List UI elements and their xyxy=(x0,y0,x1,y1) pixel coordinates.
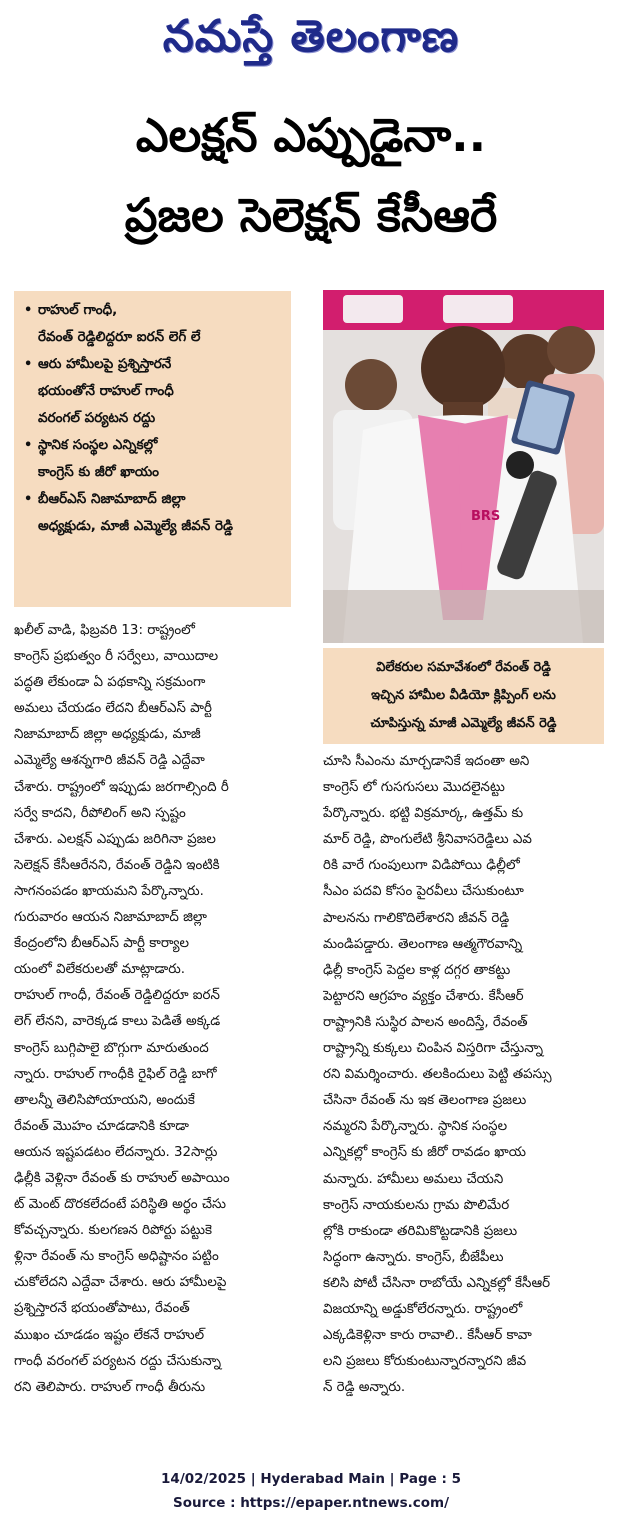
article-line: చుకోలేదని ఎద్దేవా చేశారు. ఆరు హామీలపై xyxy=(14,1275,227,1291)
highlight-line: భయంతోనే రాహుల్ గాంధీ xyxy=(38,383,174,399)
news-photo xyxy=(323,290,604,643)
highlight-item xyxy=(24,297,283,351)
masthead xyxy=(0,4,622,70)
article-column-2 xyxy=(323,749,604,1401)
article-line: విజయాన్ని అడ్డుకోలేరన్నారు. రాష్ట్రంలో xyxy=(323,1301,523,1317)
article-line: సర్వే కాదని, రీపోలింగ్ అని స్పష్టం xyxy=(14,805,186,821)
article-line: చేసినా రేవంత్ ను ఇక తెలంగాణ ప్రజలు xyxy=(323,1093,527,1109)
news-photo-image xyxy=(323,290,604,643)
article-line: కాంగ్రెస్ లో గుసగుసలు మొదలైనట్టు xyxy=(323,780,505,796)
article-line: చేశారు. రాష్ట్రంలో ఇప్పుడు జరగాల్సింది రీ xyxy=(14,779,229,795)
article-line: సీఎం పదవి కోసం పైరవీలు చేసుకుంటూ xyxy=(323,884,524,900)
article-column-1 xyxy=(14,618,307,1401)
article-line: పద్ధతి లేకుండా ఏ పథకాన్ని సక్రమంగా xyxy=(14,675,206,691)
highlight-item xyxy=(24,432,283,486)
article-line: ల్లోకి రాకుండా తరిమికొట్టడానికి ప్రజలు xyxy=(323,1223,518,1239)
article-line: రాహుల్ గాంధీ, రేవంత్ రెడ్డిలిద్దరూ ఐరన్ xyxy=(14,988,220,1004)
article-line: తాలన్నీ తెలిసిపోయాయని, అందుకే xyxy=(14,1092,195,1108)
article-line: పేర్కొన్నారు. భట్టి విక్రమార్క, ఉత్తమ్ కు xyxy=(323,806,524,822)
article-line: ఖలీల్ వాడి, ఫిబ్రవరి 13: రాష్ట్రంలో xyxy=(14,623,195,638)
article-line: ఎక్కడికెళ్లినా కారు రావాలి.. కేసీఆర్ కావా xyxy=(323,1328,532,1344)
highlight-line: కాంగ్రెస్ కు జీరో ఖాయం xyxy=(38,464,160,480)
article-line: రాష్ట్రానికి సుస్థిర పాలన అందిస్తే, రేవంత్ xyxy=(323,1014,528,1030)
masthead-logo-text: నమస్తే తెలంగాణ xyxy=(162,11,460,62)
highlight-item xyxy=(24,351,283,432)
article-line: గురువారం ఆయన నిజామాబాద్ జిల్లా xyxy=(14,910,207,926)
article-line: మార్ రెడ్డి, పొంగులేటి శ్రీనివాసరెడ్డిలు ఎవ xyxy=(323,832,532,848)
footer-date-edition: 14/02/2025 | Hyderabad Main | Page : 5 xyxy=(161,1471,461,1487)
headline-line-1: ఎలక్షన్ ఎప్పుడైనా.. xyxy=(135,108,487,162)
bullet-icon: • xyxy=(24,357,33,372)
article-line: చేశారు. ఎలక్షన్ ఎప్పుడు జరిగినా ప్రజల xyxy=(14,831,216,847)
article-line: సిద్ధంగా ఉన్నారు. కాంగ్రెస్, బీజేపీలు xyxy=(323,1249,504,1265)
article-line: నమ్మరని పేర్కొన్నారు. స్థానిక సంస్థల xyxy=(323,1119,508,1135)
bullet-icon: • xyxy=(24,303,33,318)
article-line: రని తెలిపారు. రాహుల్ గాంధీ తీరును xyxy=(14,1379,206,1395)
highlights-list xyxy=(14,291,291,540)
article-line: కేంద్రంలోని బీఆర్ఎస్ పార్టీ కార్యాల xyxy=(14,936,190,952)
article-line: అమలు చేయడం లేదని బీఆర్ఎస్ పార్టీ xyxy=(14,701,212,717)
article-line: కాంగ్రెస్ ప్రభుత్వం రీ సర్వేలు, వాయిదాల xyxy=(14,649,219,665)
headline-line-2: ప్రజల సెలెక్షన్ కేసీఆరే xyxy=(124,188,498,242)
article-line: ముఖం చూడడం ఇష్టం లేకనే రాహుల్ xyxy=(14,1327,205,1343)
bullet-icon: • xyxy=(24,438,33,453)
article-line: ఆయన ఇష్టపడటం లేదన్నారు. 32సార్లు xyxy=(14,1144,218,1160)
article-line: సాగనంపడం ఖాయమని పేర్కొన్నారు. xyxy=(14,883,204,899)
highlight-line: అధ్యక్షుడు, మాజీ ఎమ్మెల్యే జీవన్ రెడ్డి xyxy=(38,518,233,534)
article-line: రికి వారే గుంపులుగా విడిపోయి ఢిల్లీలో xyxy=(323,858,520,874)
article-line: లని ప్రజలు కోరుకుంటున్నారన్నారని జీవ xyxy=(323,1354,527,1370)
highlight-line: ఆరు హామీలపై ప్రశ్నిస్తారనే xyxy=(38,356,172,372)
article-line: మన్నారు. హామీలు అమలు చేయని xyxy=(323,1171,504,1187)
highlight-item xyxy=(24,486,283,540)
article-line: ఢిల్లీకి వెళ్లినా రేవంత్ కు రాహుల్ అపాయిం xyxy=(14,1170,230,1186)
article-line: చూసి సీఎంను మార్చడానికే ఇదంతా అని xyxy=(323,754,530,769)
article-line: ఢిల్లీ కాంగ్రెస్ పెద్దల కాళ్ల దగ్గర తాకట్టు xyxy=(323,962,511,978)
article-line: నిజామాబాద్ జిల్లా అధ్యక్షుడు, మాజీ xyxy=(14,727,201,743)
article-line: కాంగ్రెస్ నాయకులను గ్రామ పొలిమేర xyxy=(323,1197,510,1213)
highlight-line: స్థానిక సంస్థల ఎన్నికల్లో xyxy=(38,437,158,453)
article-line: రేవంత్ మొహం చూడడానికి కూడా xyxy=(14,1118,189,1134)
article-line: మండిపడ్డారు. తెలంగాణ ఆత్మగౌరవాన్ని xyxy=(323,936,523,952)
article-line: గాంధీ వరంగల్ పర్యటన రద్దు చేసుకున్నా xyxy=(14,1353,222,1369)
brs-scarf-text: BRS xyxy=(471,509,501,524)
article-line: న్నారు. రాహుల్ గాంధీకి రైఫిల్ రెడ్డి బాగో xyxy=(14,1066,217,1082)
article-line: కలిసి పోటీ చేసినా రాబోయే ఎన్నికల్లో కేసీఆర్ xyxy=(323,1275,551,1291)
article-line: ప్రశ్నిస్తారనే భయంతోపాటు, రేవంత్ xyxy=(14,1301,190,1317)
caption-line: చూపిస్తున్న మాజీ ఎమ్మెల్యే జీవన్ రెడ్డి xyxy=(370,716,557,731)
article-line: ట్ మెంట్ దొరకలేదంటే పరిస్థితి అర్థం చేసు xyxy=(14,1197,227,1213)
article-line: ఎమ్మెల్యే ఆశన్నగారి జీవన్ రెడ్డి ఎద్దేవా xyxy=(14,753,205,769)
article-line: పెట్టారని ఆగ్రహం వ్యక్తం చేశారు. కేసీఆర్ xyxy=(323,988,524,1004)
article-line: ఎన్నికల్లో కాంగ్రెస్ కు జీరో రావడం ఖాయ xyxy=(323,1145,526,1161)
caption-line: విలేకరుల సమావేశంలో రేవంత్ రెడ్డి xyxy=(376,660,551,675)
highlight-line: రాహుల్ గాంధీ, xyxy=(38,302,118,318)
article-line: లెగ్ లేనని, వారెక్కడ కాలు పెడితే అక్కడ xyxy=(14,1014,221,1030)
highlight-line: వరంగల్ పర్యటన రద్దు xyxy=(38,410,156,426)
caption-line: ఇచ్చిన హామీల వీడియో క్లిప్పింగ్ లను xyxy=(371,688,556,703)
article-line: కాంగ్రెస్ బుగ్గిపాలై బొగ్గుగా మారుతుంద xyxy=(14,1040,209,1056)
article-line: రాష్ట్రాన్ని కుక్కలు చింపిన విస్తరిగా చేస్తున్నా xyxy=(323,1041,544,1057)
highlight-line: బీఆర్ఎస్ నిజామాబాద్ జిల్లా xyxy=(38,491,186,507)
article-line: పాలనను గాలికొదిలేశారని జీవన్ రెడ్డి xyxy=(323,910,510,926)
article-line: యంలో విలేకరులతో మాట్లాడారు. xyxy=(14,962,186,978)
photo-caption xyxy=(323,648,604,744)
article-line: ళ్లినా రేవంత్ ను కాంగ్రెస్ అధిష్టానం పట్టిం xyxy=(14,1249,219,1265)
article-line: న్ రెడ్డి అన్నారు. xyxy=(323,1380,406,1396)
article-line: కోవచ్చన్నారు. కులగణన రిపోర్టు పట్టుకె xyxy=(14,1223,212,1239)
article-line: సెలెక్షన్ కేసీఆరేనని, రేవంత్ రెడ్డిని ఇంటికి xyxy=(14,857,220,873)
highlight-line: రేవంత్ రెడ్డిలిద్దరూ ఐరన్ లెగ్ లే xyxy=(38,329,201,345)
bullet-icon: • xyxy=(24,492,33,507)
highlights-box xyxy=(14,291,291,607)
footer-source: Source : https://epaper.ntnews.com/ xyxy=(172,1495,450,1511)
article-line: రని విమర్శించారు. తలకిందులు పెట్టి తపస్సు xyxy=(323,1067,552,1083)
